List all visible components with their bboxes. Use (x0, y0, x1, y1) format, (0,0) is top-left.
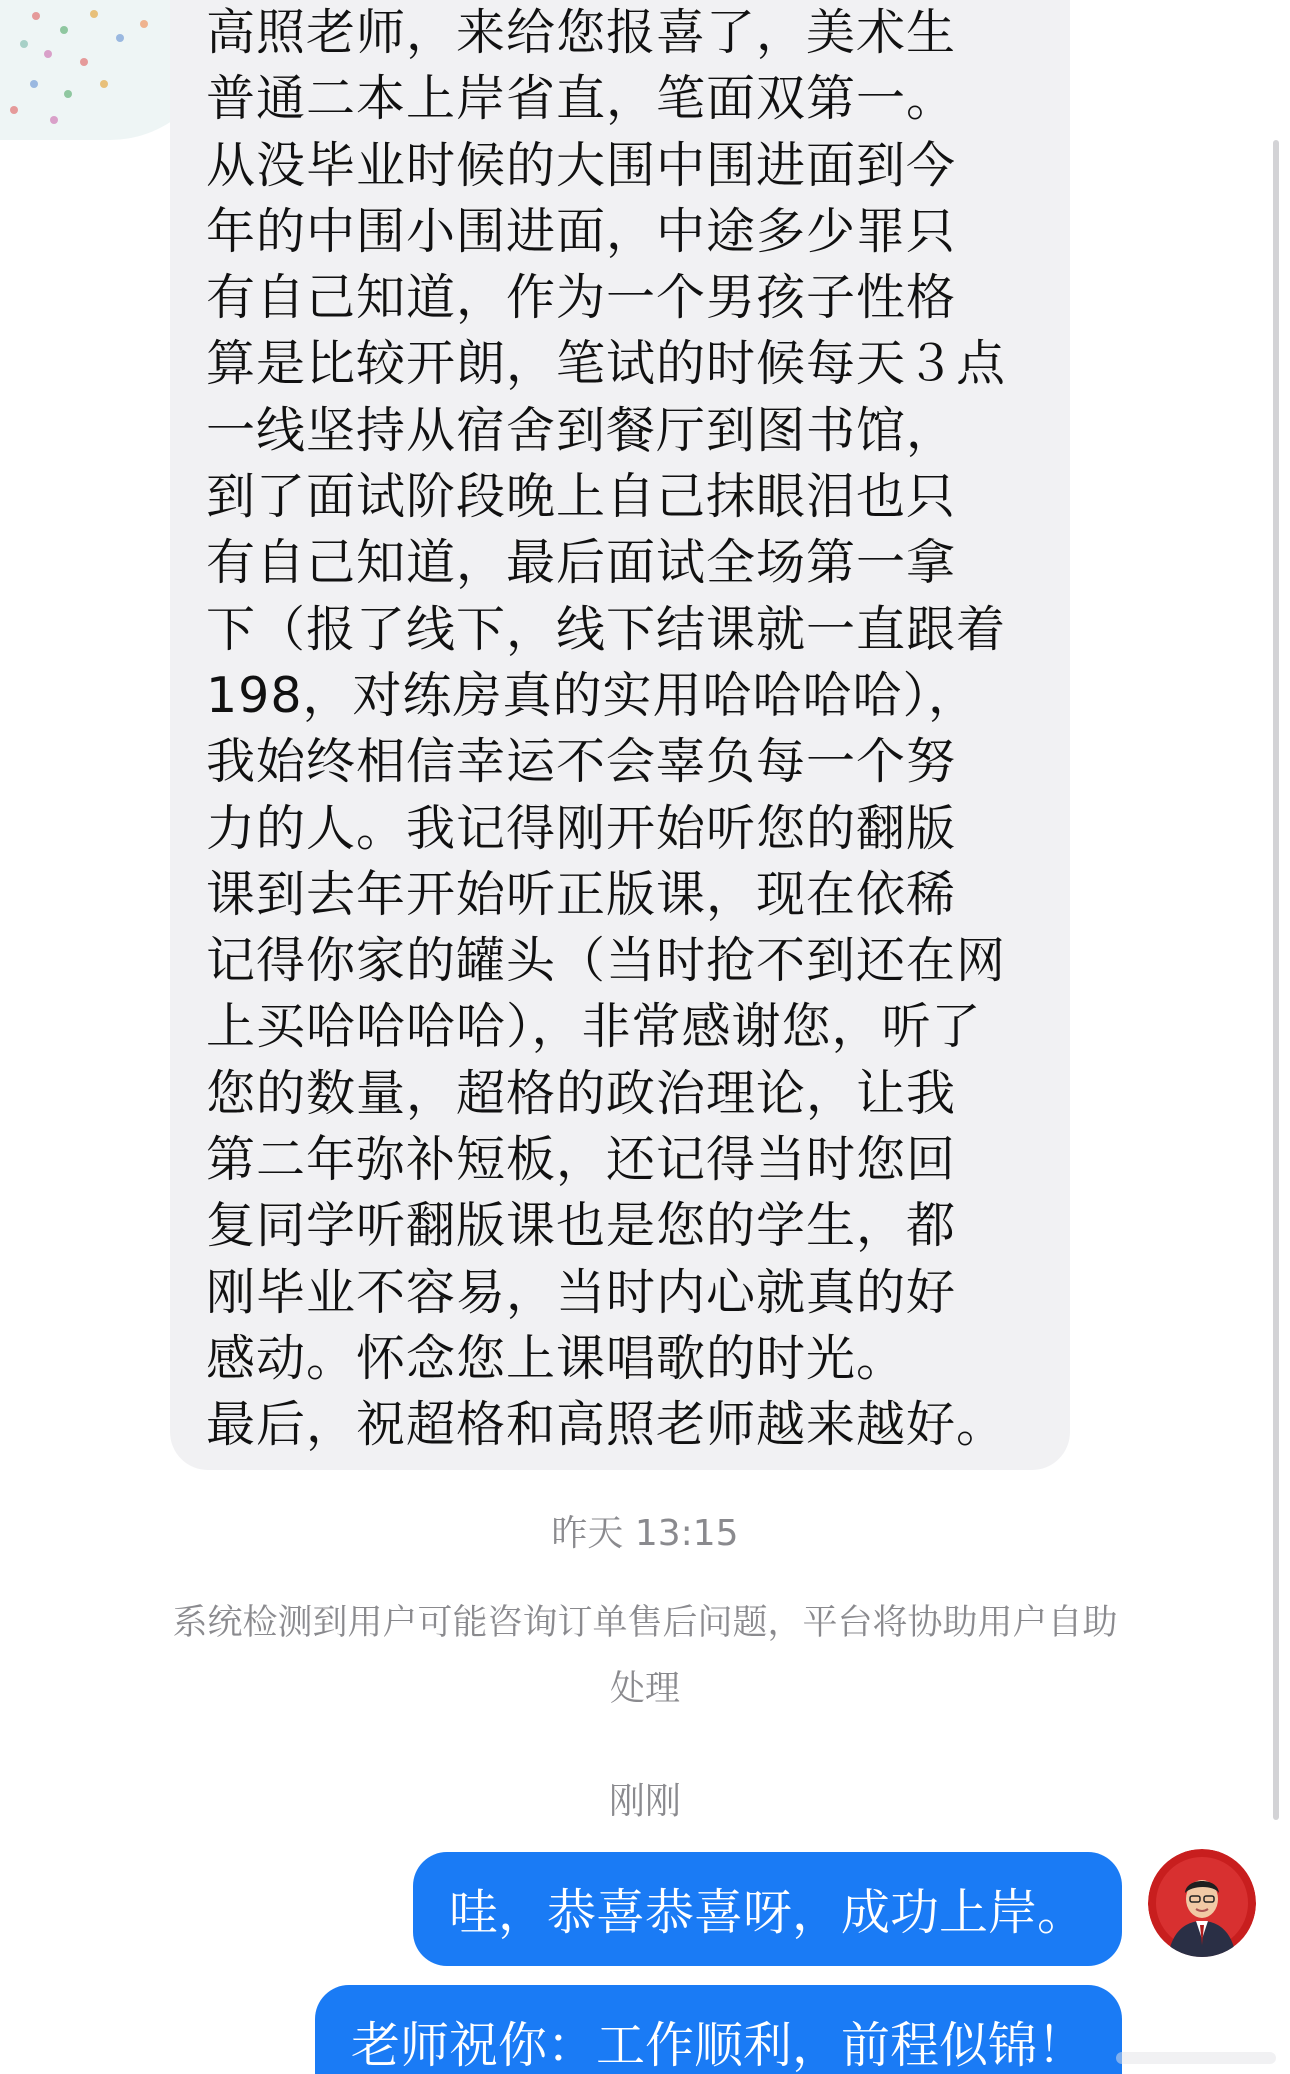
message-line: 198，对练房真的实用哈哈哈哈）， (206, 666, 979, 724)
message-line: 您的数量，超格的政治理论，让我 (206, 1064, 957, 1122)
message-line: 高照老师，来给您报喜了，美术生 (206, 4, 957, 61)
message-line: 一线坚持从宿舍到餐厅到图书馆， (206, 401, 957, 459)
system-notice (0, 1590, 1290, 1722)
incoming-message-bubble[interactable] (170, 0, 1070, 1470)
avatar-dot (140, 20, 148, 28)
message-line: 算是比较开朗，笔试的时候每天３点 (206, 335, 1007, 393)
avatar-dot (100, 80, 108, 88)
avatar-dot (50, 116, 58, 124)
message-line: 第二年弥补短板，还记得当时您回 (206, 1131, 957, 1189)
avatar-dot (64, 90, 72, 98)
message-line: 记得你家的罐头（当时抢不到还在网 (206, 932, 1007, 990)
avatar-dot (44, 50, 52, 58)
avatar-dot (90, 10, 98, 18)
scrollbar[interactable] (1273, 140, 1279, 1820)
message-line: 感动。怀念您上课唱歌的时光。 (206, 1329, 907, 1387)
message-line: 课到去年开始听正版课，现在依稀 (206, 865, 957, 923)
message-line: 复同学听翻版课也是您的学生，都 (206, 1197, 957, 1255)
incoming-message-text (206, 0, 1040, 1459)
message-line: 上买哈哈哈哈），非常感谢您，听了 (206, 998, 982, 1056)
message-line: 从没毕业时候的大围中围进面到今 (206, 136, 957, 194)
message-line: 到了面试阶段晚上自己抹眼泪也只 (206, 468, 957, 526)
outgoing-message-bubble[interactable] (413, 1852, 1122, 1966)
avatar-dot (32, 12, 40, 20)
avatar-dot (30, 80, 38, 88)
avatar-dot (10, 106, 18, 114)
system-notice-line: 处理 (609, 1669, 680, 1709)
avatar-dot (60, 26, 68, 34)
message-line: 普通二本上岸省直，笔面双第一。 (206, 70, 957, 128)
message-line: 刚毕业不容易，当时内心就真的好 (206, 1263, 957, 1321)
message-line: 年的中围小围进面，中途多少罪只 (206, 202, 957, 260)
outgoing-message-text: 老师祝你：工作顺利，前程似锦！ (350, 2017, 1086, 2074)
message-line: 我始终相信幸运不会辜负每一个努 (206, 733, 957, 791)
avatar-dot (116, 34, 124, 42)
system-notice-line: 系统检测到用户可能咨询订单售后问题，平台将协助用户自助 (172, 1603, 1118, 1643)
message-timestamp: 昨天 13:15 (551, 1513, 739, 1554)
watermark-icon (1116, 2048, 1276, 2068)
teacher-avatar-icon[interactable] (1148, 1849, 1256, 1957)
message-line: 力的人。我记得刚开始听您的翻版 (206, 799, 957, 857)
message-timestamp: 刚刚 (608, 1781, 681, 1822)
avatar-dot (80, 58, 88, 66)
message-line: 最后，祝超格和高照老师越来越好。 (206, 1396, 1007, 1454)
message-line: 下（报了线下，线下结课就一直跟着 (206, 600, 1007, 658)
message-line: 有自己知道，最后面试全场第一拿 (206, 534, 957, 592)
watermark-graphic (1116, 2048, 1276, 2068)
teacher-avatar-graphic (1148, 1849, 1256, 1957)
outgoing-message-bubble[interactable] (315, 1985, 1122, 2074)
message-line: 有自己知道，作为一个男孩子性格 (206, 269, 957, 327)
avatar-dot (20, 40, 28, 48)
outgoing-message-text: 哇，恭喜恭喜呀，成功上岸。 (448, 1884, 1086, 1941)
